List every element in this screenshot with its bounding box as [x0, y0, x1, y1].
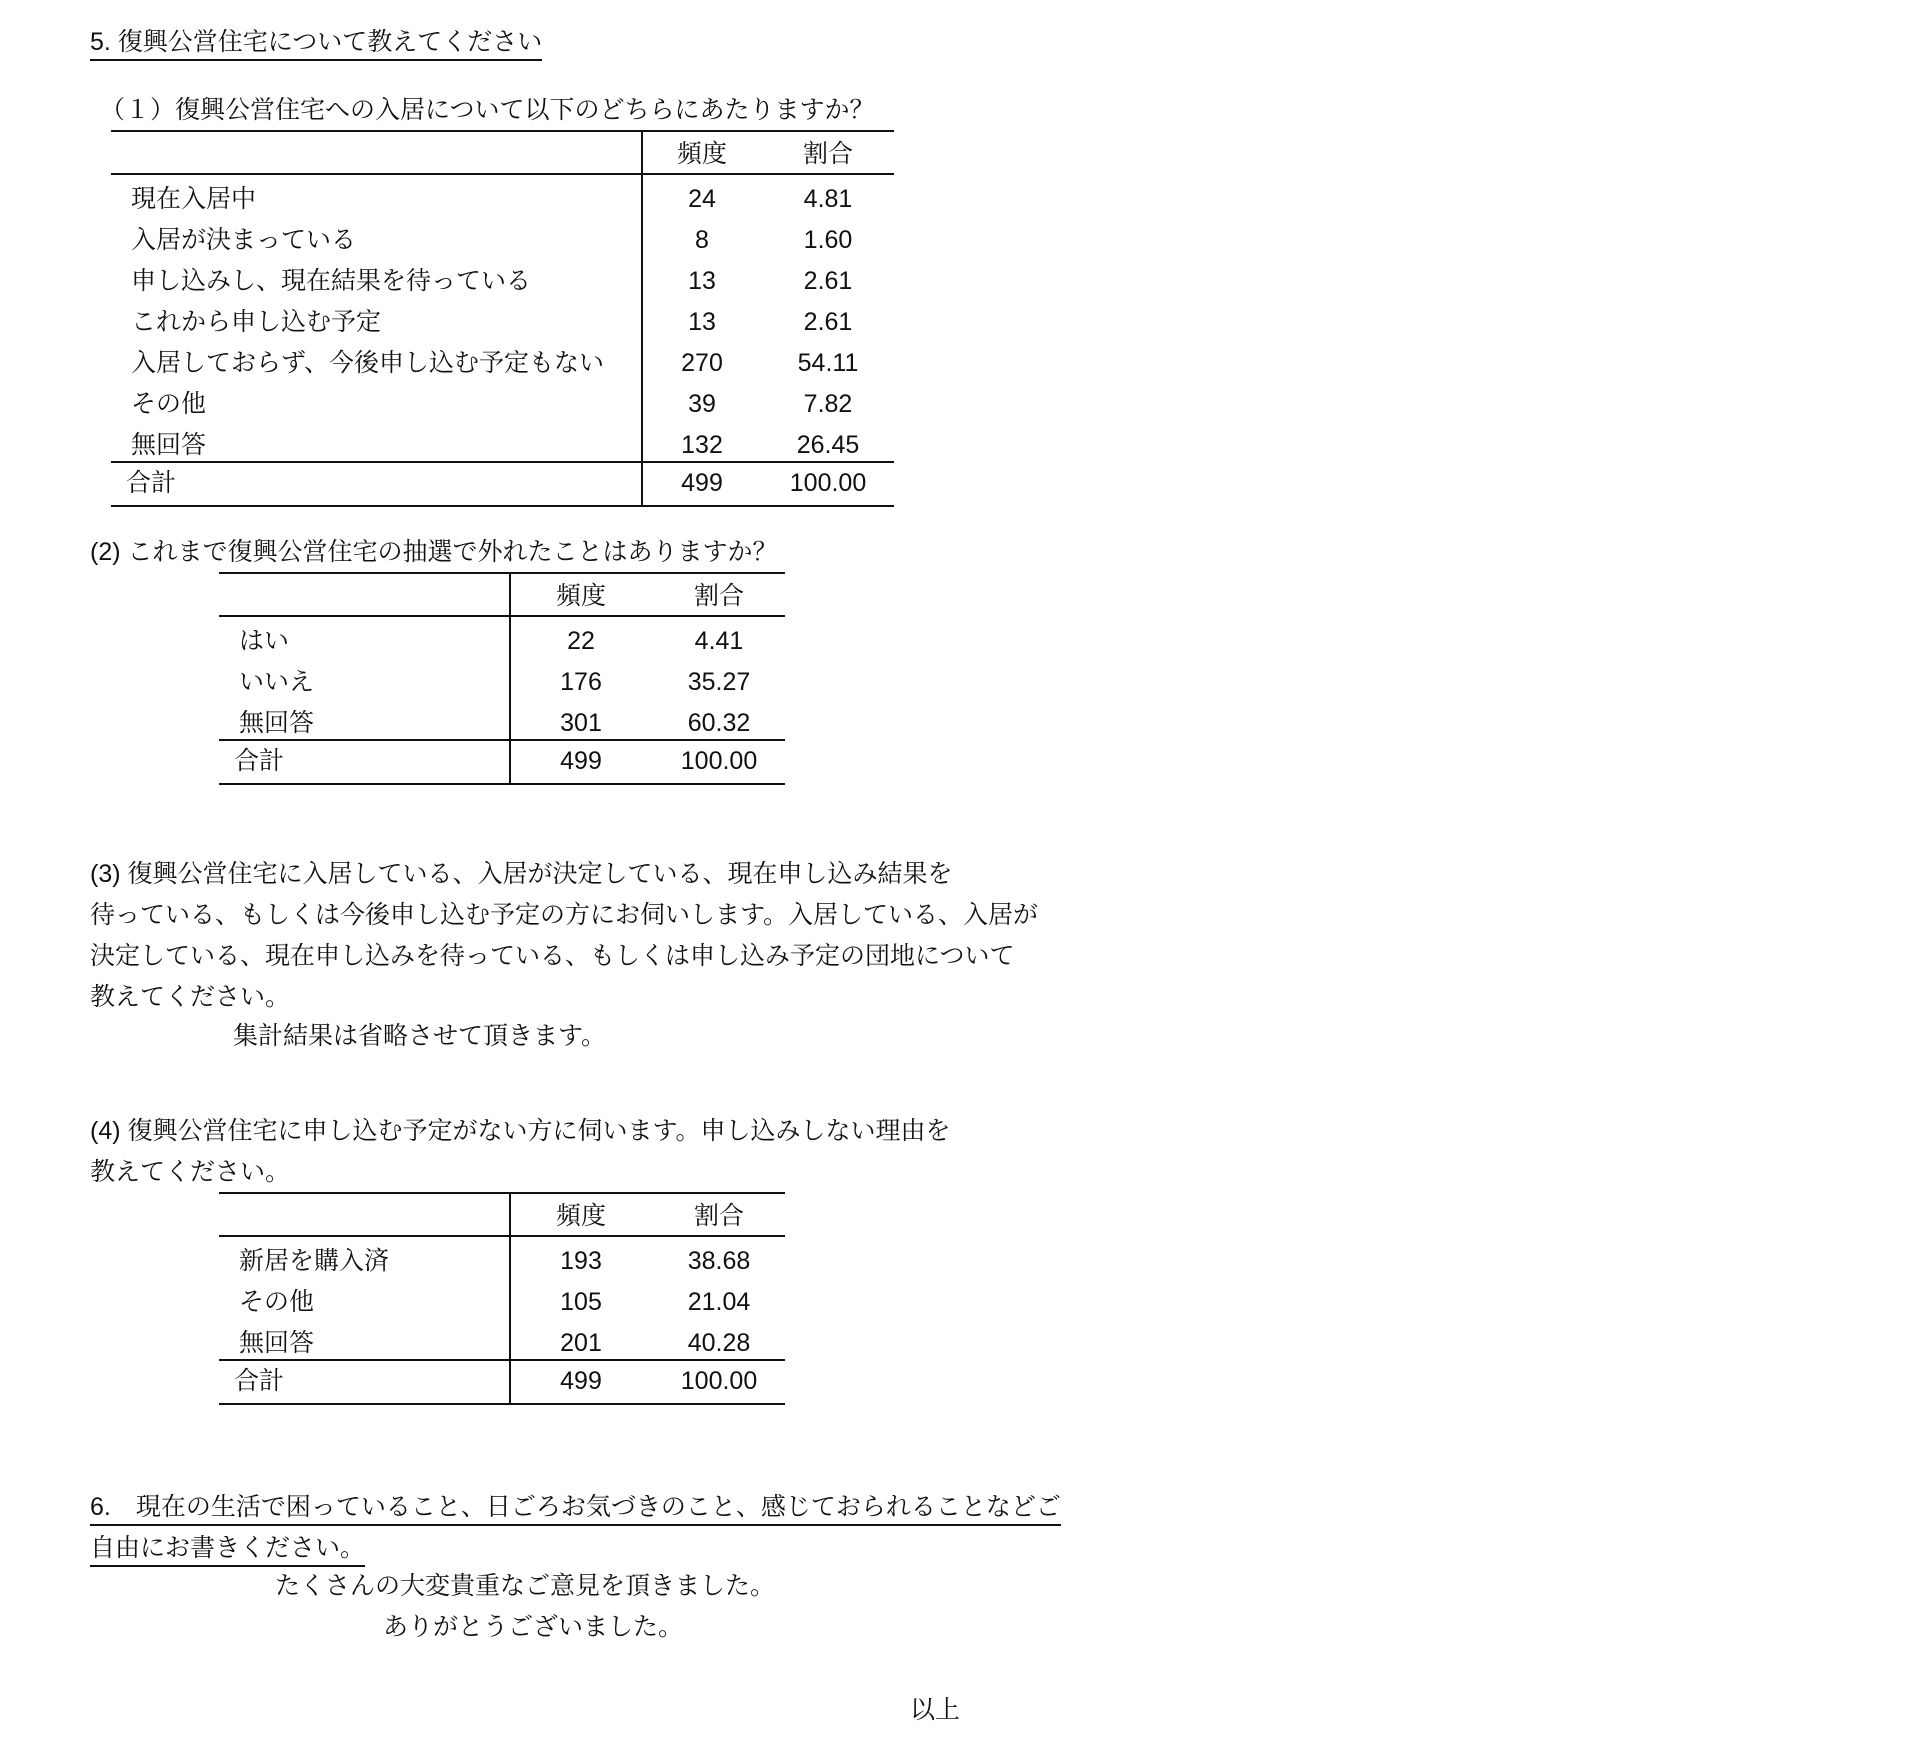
column-divider: [509, 1194, 511, 1403]
total-label: 合計: [234, 1367, 285, 1395]
header-percentage: 割合: [693, 1202, 745, 1230]
header-frequency: 頻度: [676, 140, 728, 168]
row-percentage: 2.61: [803, 267, 853, 295]
total-frequency: 499: [560, 1367, 602, 1395]
row-label: はい: [239, 627, 290, 655]
total-frequency: 499: [560, 747, 602, 775]
section-6-heading-line: 6. 現在の生活で困っていること、日ごろお気づきのこと、感じておられることなどご: [90, 1493, 1061, 1526]
row-label: その他: [131, 390, 207, 418]
q2-title: (2) これまで復興公営住宅の抽選で外れたことはありますか？: [90, 538, 778, 566]
q4-table: [219, 1192, 785, 1405]
column-divider: [641, 132, 643, 505]
row-label: 無回答: [239, 1329, 315, 1357]
row-percentage: 60.32: [687, 709, 751, 737]
header-percentage: 割合: [693, 582, 745, 610]
section-6-heading-line: 自由にお書きください。: [90, 1534, 365, 1567]
row-label: 申し込みし、現在結果を待っている: [131, 267, 532, 295]
header-frequency: 頻度: [555, 582, 607, 610]
row-frequency: 8: [695, 226, 709, 254]
q3-line: 決定している、現在申し込みを待っている、もしくは申し込み予定の団地について: [90, 942, 1015, 970]
table-header-row: [111, 132, 894, 175]
q1-title: （１）復興公営住宅への入居について以下のどちらにあたりますか？: [100, 96, 875, 124]
row-frequency: 270: [681, 349, 723, 377]
row-frequency: 13: [688, 308, 716, 336]
row-frequency: 176: [560, 668, 602, 696]
section-5-heading: 5. 復興公営住宅について教えてください: [90, 30, 542, 61]
header-frequency: 頻度: [555, 1202, 607, 1230]
row-frequency: 132: [681, 431, 723, 459]
q1-table: [111, 130, 894, 507]
row-frequency: 301: [560, 709, 602, 737]
total-label: 合計: [126, 469, 177, 497]
q3-line: 待っている、もしくは今後申し込む予定の方にお伺いします。入居している、入居が: [90, 901, 1039, 929]
q3-line: 教えてください。: [90, 983, 291, 1011]
row-percentage: 40.28: [687, 1329, 751, 1357]
row-percentage: 26.45: [796, 431, 860, 459]
row-percentage: 4.81: [803, 185, 853, 213]
total-row-divider: [219, 739, 785, 741]
row-label: 無回答: [239, 709, 315, 737]
row-percentage: 21.04: [687, 1288, 751, 1316]
header-percentage: 割合: [802, 140, 854, 168]
row-percentage: 4.41: [694, 627, 744, 655]
closing-text: 以上: [910, 1696, 961, 1724]
q3-question: [90, 854, 1038, 1018]
row-percentage: 38.68: [687, 1247, 751, 1275]
q4-line: 教えてください。: [90, 1158, 291, 1186]
row-percentage: 2.61: [803, 308, 853, 336]
row-label: その他: [239, 1288, 315, 1316]
row-label: 入居しておらず、今後申し込む予定もない: [131, 349, 605, 377]
total-frequency: 499: [681, 469, 723, 497]
column-divider: [509, 574, 511, 783]
total-percentage: 100.00: [680, 747, 758, 775]
row-label: これから申し込む予定: [131, 308, 382, 336]
thanks-text-2: ありがとうございました。: [383, 1613, 684, 1641]
row-frequency: 22: [567, 627, 595, 655]
row-frequency: 105: [560, 1288, 602, 1316]
total-percentage: 100.00: [789, 469, 867, 497]
q4-question: [90, 1111, 951, 1193]
row-percentage: 35.27: [687, 668, 751, 696]
row-label: 無回答: [131, 431, 207, 459]
row-label: 新居を購入済: [239, 1247, 390, 1275]
row-frequency: 201: [560, 1329, 602, 1357]
row-frequency: 24: [688, 185, 716, 213]
row-percentage: 1.60: [803, 226, 853, 254]
row-label: いいえ: [239, 668, 315, 696]
row-frequency: 39: [688, 390, 716, 418]
total-label: 合計: [234, 747, 285, 775]
row-frequency: 193: [560, 1247, 602, 1275]
q2-table: [219, 572, 785, 785]
row-percentage: 7.82: [803, 390, 853, 418]
q3-line: (3) 復興公営住宅に入居している、入居が決定している、現在申し込み結果を: [90, 860, 953, 888]
row-label: 現在入居中: [131, 185, 257, 213]
section-6-heading: [90, 1487, 1061, 1569]
row-label: 入居が決まっている: [131, 226, 357, 254]
row-frequency: 13: [688, 267, 716, 295]
thanks-text-1: たくさんの大変貴重なご意見を頂きました。: [275, 1572, 776, 1600]
total-row-divider: [219, 1359, 785, 1361]
total-percentage: 100.00: [680, 1367, 758, 1395]
row-percentage: 54.11: [797, 349, 859, 377]
total-row-divider: [111, 461, 894, 463]
q4-line: (4) 復興公営住宅に申し込む予定がない方に伺います。申し込みしない理由を: [90, 1117, 951, 1145]
q3-note: 集計結果は省略させて頂きます。: [233, 1022, 607, 1050]
